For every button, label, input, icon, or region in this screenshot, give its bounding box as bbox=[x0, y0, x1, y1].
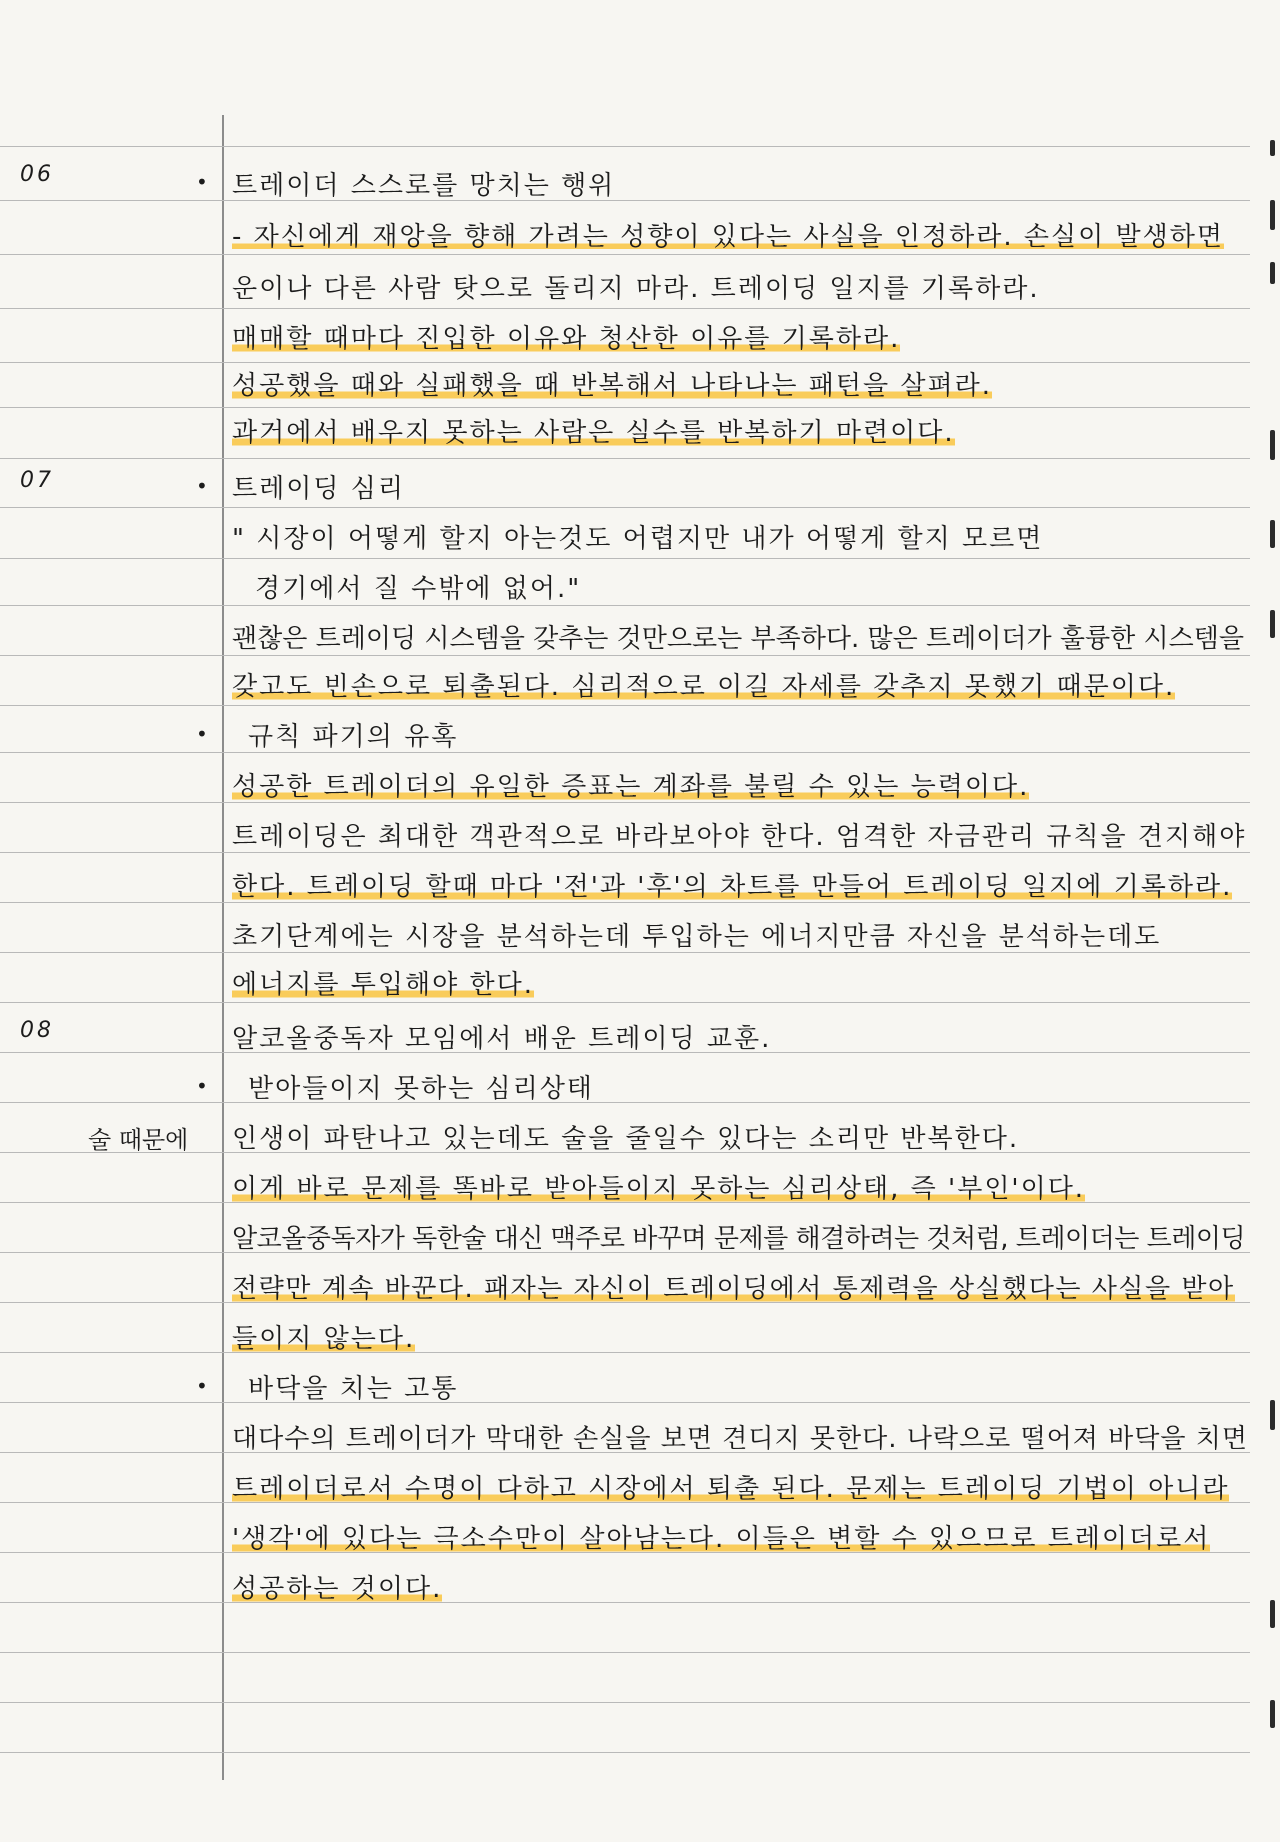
ruled-line bbox=[0, 308, 1250, 309]
section-heading: 트레이더 스스로를 망치는 행위 bbox=[232, 171, 616, 201]
ruled-line bbox=[0, 407, 1250, 408]
bullet: • bbox=[196, 722, 208, 746]
margin-tick bbox=[222, 115, 223, 145]
ruled-line bbox=[0, 1652, 1250, 1653]
margin-line bbox=[222, 115, 224, 1780]
bullet: • bbox=[196, 1374, 208, 1398]
note-line: 성공한 트레이더의 유일한 증표는 계좌를 불릴 수 있는 능력이다. bbox=[232, 766, 1029, 803]
section-number: 06 bbox=[20, 162, 54, 187]
note-line: 성공하는 것이다. bbox=[232, 1568, 442, 1605]
binding-mark bbox=[1270, 610, 1275, 638]
note-line: 갖고도 빈손으로 퇴출된다. 심리적으로 이길 자세를 갖추지 못했기 때문이다. bbox=[232, 666, 1175, 703]
ruled-line bbox=[0, 705, 1250, 706]
ruled-line bbox=[0, 1002, 1250, 1003]
note-line: 운이나 다른 사람 탓으로 돌리지 마라. 트레이딩 일지를 기록하라. bbox=[232, 274, 1040, 304]
binding-mark bbox=[1270, 520, 1275, 548]
ruled-line bbox=[0, 655, 1250, 656]
ruled-line bbox=[0, 200, 1250, 201]
note-line: 이게 바로 문제를 똑바로 받아들이지 못하는 심리상태, 즉 '부인'이다. bbox=[232, 1168, 1085, 1205]
note-line: 들이지 않는다. bbox=[232, 1318, 415, 1355]
section-heading: 알코올중독자 모임에서 배운 트레이딩 교훈. bbox=[232, 1024, 772, 1054]
note-line: '생각'에 있다는 극소수만이 살아남는다. 이들은 변할 수 있으므로 트레이더로서 bbox=[232, 1518, 1210, 1555]
quote-line: 경기에서 질 수밖에 없어." bbox=[255, 574, 582, 604]
sub-heading: 바닥을 치는 고통 bbox=[248, 1374, 459, 1404]
binding-mark bbox=[1270, 200, 1275, 230]
quote-line: " 시장이 어떻게 할지 아는것도 어렵지만 내가 어떻게 할지 모르면 bbox=[232, 524, 1044, 554]
binding-mark bbox=[1270, 1700, 1275, 1728]
sub-heading: 받아들이지 못하는 심리상태 bbox=[248, 1074, 594, 1104]
ruled-line bbox=[0, 1352, 1250, 1353]
note-line: 괜찮은 트레이딩 시스템을 갖추는 것만으로는 부족하다. 많은 트레이더가 훌륭한 시스템을 bbox=[232, 624, 1244, 654]
bullet: • bbox=[196, 1074, 208, 1098]
ruled-line bbox=[0, 1602, 1250, 1603]
section-number: 08 bbox=[20, 1018, 54, 1043]
note-line: 트레이더로서 수명이 다하고 시장에서 퇴출 된다. 문제는 트레이딩 기법이 아니라 bbox=[232, 1468, 1229, 1505]
binding-mark bbox=[1270, 262, 1275, 284]
ruled-line bbox=[0, 458, 1250, 459]
section-number: 07 bbox=[20, 468, 54, 493]
ruled-line bbox=[0, 558, 1250, 559]
note-line: 초기단계에는 시장을 분석하는데 투입하는 에너지만큼 자신을 분석하는데도 bbox=[232, 922, 1162, 952]
ruled-line bbox=[0, 1402, 1250, 1403]
ruled-line bbox=[0, 362, 1250, 363]
binding-mark bbox=[1270, 1400, 1275, 1430]
ruled-line bbox=[0, 752, 1250, 753]
note-line: 트레이딩은 최대한 객관적으로 바라보아야 한다. 엄격한 자금관리 규칙을 견지해야 bbox=[232, 822, 1247, 852]
binding-mark bbox=[1270, 430, 1275, 460]
ruled-line bbox=[0, 1102, 1250, 1103]
highlighted-text: - 자신에게 재앙을 향해 가려는 성향이 있다는 사실을 인정하라. 손실이 발생하면 bbox=[232, 222, 1225, 252]
note-line: 알코올중독자가 독한술 대신 맥주로 바꾸며 문제를 해결하려는 것처럼, 트레이더는 트레이딩 bbox=[232, 1224, 1246, 1254]
note-line: 인생이 파탄나고 있는데도 술을 줄일수 있다는 소리만 반복한다. bbox=[232, 1124, 1020, 1154]
bullet: • bbox=[196, 170, 208, 194]
binding-mark bbox=[1270, 1600, 1275, 1628]
note-line: 한다. 트레이딩 할때 마다 '전'과 '후'의 차트를 만들어 트레이딩 일지에 기록하라. bbox=[232, 866, 1232, 903]
note-line: 성공했을 때와 실패했을 때 반복해서 나타나는 패턴을 살펴라. bbox=[232, 365, 992, 402]
note-line: 전략만 계속 바꾼다. 패자는 자신이 트레이딩에서 통제력을 상실했다는 사실을 받아 bbox=[232, 1268, 1235, 1305]
ruled-line bbox=[0, 507, 1250, 508]
note-line: 에너지를 투입해야 한다. bbox=[232, 964, 534, 1001]
ruled-line bbox=[0, 254, 1250, 255]
ruled-line bbox=[0, 605, 1250, 606]
note-line: 대다수의 트레이더가 막대한 손실을 보면 견디지 못한다. 나락으로 떨어져 바닥을 치면 bbox=[232, 1424, 1248, 1454]
ruled-line bbox=[0, 1702, 1250, 1703]
section-heading: 트레이딩 심리 bbox=[232, 474, 405, 504]
ruled-line bbox=[0, 146, 1250, 147]
margin-note: 술 때문에 bbox=[88, 1126, 189, 1154]
note-line: 과거에서 배우지 못하는 사람은 실수를 반복하기 마련이다. bbox=[232, 412, 955, 449]
ruled-line bbox=[0, 1752, 1250, 1753]
binding-mark bbox=[1270, 140, 1275, 156]
note-line: 매매할 때마다 진입한 이유와 청산한 이유를 기록하라. bbox=[232, 318, 900, 355]
note-line bbox=[232, 216, 1224, 253]
bullet: • bbox=[196, 474, 208, 498]
sub-heading: 규칙 파기의 유혹 bbox=[248, 722, 459, 752]
